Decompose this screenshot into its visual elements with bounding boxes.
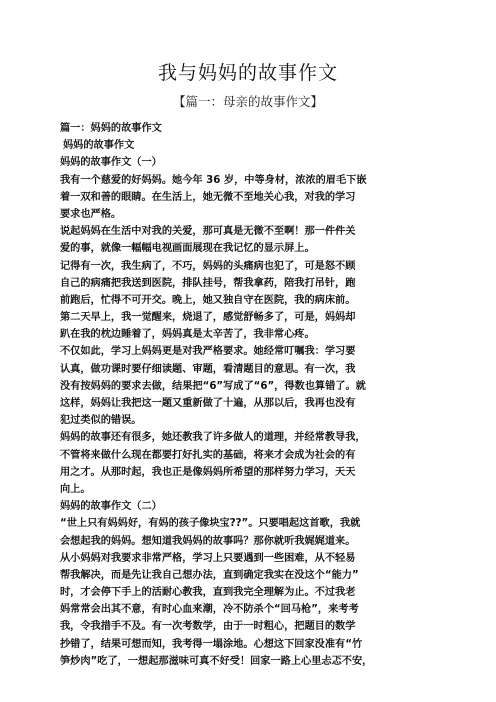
body-line: 第二天早上，我一觉醒来，烧退了，感觉舒畅多了，可是，妈妈却 (60, 312, 356, 324)
body-line: 用之才。从那时起，我也正是像妈妈所希望的那样努力学习，天天 (60, 466, 356, 478)
body-line: 帮我解决，而是先让我自己想办法，直到确定我实在没这个“能力” (60, 569, 359, 581)
body-line: 妈常常会出其不意，有时心血来潮，冷不防杀个“回马枪”，来考考 (60, 604, 359, 616)
body-line: 抄错了，结果可想而知，我考得一塌涂地。心想这下回家没准有“竹 (60, 638, 363, 650)
body-line: 妈妈的故事还有很多，她还教我了许多做人的道理，并经常教导我， (60, 432, 366, 444)
body-line: 笋炒肉”吃了，一想起那滋味可真不好受！回家一路上心里忐忑不安， (60, 655, 373, 667)
body-line: 前跑后，忙得不可开交。晚上，她又独自守在医院，我的病床前。 (60, 294, 356, 306)
body-line: 记得有一次，我生病了，不巧，妈妈的头痛病也犯了，可是怒不顾 (60, 260, 356, 272)
body-line: 时，才会停下手上的活耐心教我，直到我完全理解为止。不过我老 (60, 587, 356, 599)
body-line: 爱的事，就像一幅幅电视画面展现在我记忆的显示屏上。 (60, 243, 315, 255)
body-line: 不管将来做什么现在都要打好扎实的基础，将来才会成为社会的有 (60, 449, 356, 461)
body-line: 篇一：妈妈的故事作文 (60, 123, 162, 134)
body-line: 会想起我的妈妈。想知道我妈妈的故事吗？那你就听我娓娓道来。 (60, 535, 356, 547)
body-line: 向上。 (60, 483, 91, 495)
body-line: 妈妈的故事作文（二） (60, 501, 162, 513)
body-line: 自己的病痛把我送到医院，排队挂号，帮我拿药，陪我打吊针，跑 (60, 277, 356, 289)
body-line: 要求也严格。 (60, 208, 122, 220)
body-line: 趴在我的枕边睡着了，妈妈真是太辛苦了，我非常心疼。 (60, 329, 315, 341)
body-line: 妈妈的故事作文（一） (60, 157, 162, 169)
body-line: 没有按妈妈的要求去做，结果把“6”写成了“6”，得数也算错了。就 (60, 380, 366, 392)
document-subtitle: 【篇一：母亲的故事作文】 (172, 94, 323, 109)
document-title: 我与妈妈的故事作文 (157, 62, 338, 84)
document-body (60, 120, 430, 670)
body-line: 说起妈妈在生活中对我的关爱，那可真是无微不至啊！那一件件关 (60, 226, 356, 238)
body-line: 不仅如此，学习上妈妈更是对我严格要求。她经常叮嘱我：学习要 (60, 346, 356, 358)
body-line: “世上只有妈妈好，有妈的孩子像块宝??”。只要唱起这首歌，我就 (60, 518, 361, 530)
body-line: 犯过类似的错误。 (60, 415, 142, 427)
body-line: 从小妈妈对我要求非常严格，学习上只要遇到一些困难，从不轻易 (60, 552, 356, 564)
body-line: 我有一个慈爱的好妈妈。她今年 36 岁，中等身材，浓浓的眉毛下嵌 (60, 174, 367, 186)
body-line: 妈妈的故事作文 (63, 140, 135, 152)
body-line: 着一双和善的眼睛。在生活上，她无微不至地关心我，对我的学习 (60, 191, 356, 203)
body-line: 这样，妈妈让我把这一题又重新做了十遍，从那以后，我再也没有 (60, 398, 356, 409)
body-line: 我，令我措手不及。有一次考数学，由于一时粗心，把题目的数学 (60, 621, 356, 633)
body-line: 认真，做功课时要仔细读题、审题，看清题目的意思。有一次，我 (60, 363, 356, 375)
